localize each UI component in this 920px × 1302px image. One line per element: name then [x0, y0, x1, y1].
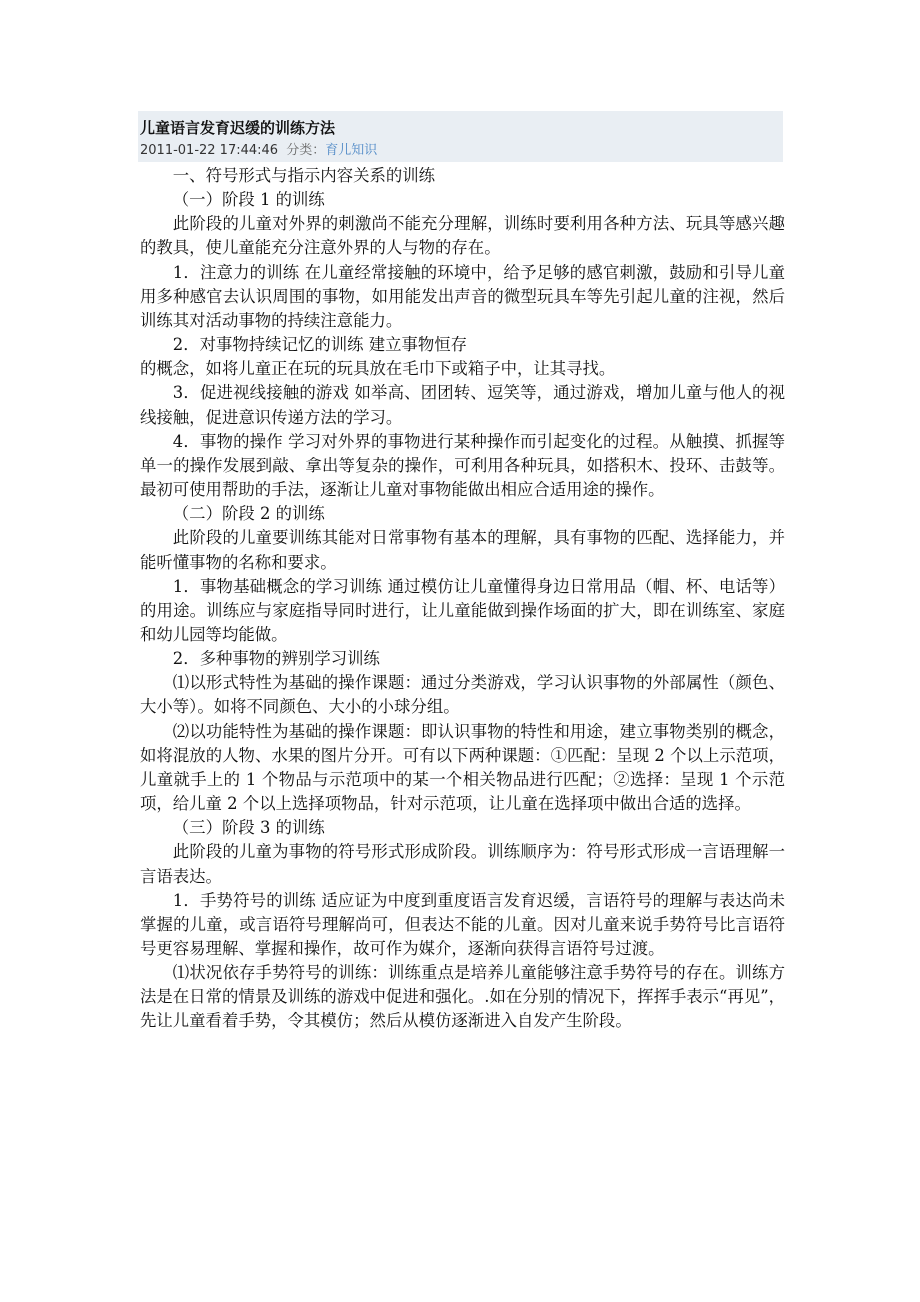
- paragraph: 的概念，如将儿童正在玩的玩具放在毛巾下或箱子中，让其寻找。: [140, 359, 616, 379]
- stage-heading: （三）阶段 3 的训练: [172, 818, 325, 838]
- paragraph: 此阶段的儿童对外界的刺激尚不能充分理解，训练时要利用各种方法、玩具等感兴趣的教具，使儿童能充分注意外界的人与物的存在。: [140, 214, 785, 258]
- article-header: [138, 111, 783, 162]
- paragraph: ⑴状况依存手势符号的训练：训练重点是培养儿童能够注意手势符号的存在。训练方法是在日常的情景及训练的游戏中促进和强化。.如在分别的情况下，挥挥手表示“再见”，先让儿童看着手势，令其模仿；然后从模仿逐渐进入自发产生阶段。: [140, 963, 785, 1031]
- paragraph: 3．促进视线接触的游戏 如举高、团团转、逗笑等，通过游戏，增加儿童与他人的视线接触，促进意识传递方法的学习。: [140, 383, 785, 427]
- section-heading: 一、符号形式与指示内容关系的训练: [172, 166, 436, 185]
- paragraph: 2．对事物持续记忆的训练 建立事物恒存: [172, 335, 468, 355]
- article-datetime: 2011-01-22 17:44:46: [140, 143, 279, 158]
- category-label: 分类：: [286, 143, 326, 158]
- paragraph: 1．事物基础概念的学习训练 通过模仿让儿童懂得身边日常用品（帽、杯、电话等）的用途。训练应与家庭指导同时进行，让儿童能做到操作场面的扩大，即在训练室、家庭和幼儿园等均能做。: [140, 576, 785, 644]
- paragraph: 4．事物的操作 学习对外界的事物进行某种操作而引起变化的过程。从触摸、抓握等单一的操作发展到敲、拿出等复杂的操作，可利用各种玩具，如搭积木、投环、击鼓等。最初可使用帮助的手法，逐渐让儿童对事物能做出相应合适用途的操作。: [140, 431, 785, 500]
- paragraph: 1．注意力的训练 在儿童经常接触的环境中，给予足够的感官刺激，鼓励和引导儿童用多种感官去认识周围的事物，如用能发出声音的微型玩具车等先引起儿童的注视，然后训练其对活动事物的持续注意能力。: [140, 262, 785, 330]
- stage-heading: （一）阶段 1 的训练: [172, 190, 325, 210]
- paragraph: 此阶段的儿童为事物的符号形式形成阶段。训练顺序为：符号形式形成一言语理解一言语表达。: [140, 842, 785, 886]
- paragraph: 2．多种事物的辨别学习训练: [172, 649, 380, 669]
- paragraph: 1．手势符号的训练 适应证为中度到重度语言发育迟缓，言语符号的理解与表达尚未掌握的儿童，或言语符号理解尚可，但表达不能的儿童。因对儿童来说手势符号比言语符号更容易理解、掌握和操作，故可作为媒介，逐渐向获得言语符号过渡。: [140, 890, 785, 958]
- category-link[interactable]: 育儿知识: [325, 143, 378, 158]
- article-meta: [138, 140, 783, 162]
- article-title: 儿童语言发育迟缓的训练方法: [140, 119, 336, 137]
- paragraph: ⑴以形式特性为基础的操作课题：通过分类游戏，学习认识事物的外部属性（颜色、大小等）。如将不同颜色、大小的小球分组。: [140, 673, 785, 717]
- stage-heading: （二）阶段 2 的训练: [172, 504, 325, 524]
- paragraph: ⑵以功能特性为基础的操作课题：即认识事物的特性和用途，建立事物类别的概念，如将混放的人物、水果的图片分开。可有以下两种课题：①匹配：呈现 2 个以上示范项，儿童就手上的 1 个物品与示范项中的某一个相关物品进行匹配；②选择：呈现 1 个示范项，给儿童 2 个以上选择项物品，针对示范项，让儿童在选择项中做出合适的选择。: [140, 721, 785, 814]
- article-body: [140, 164, 785, 1034]
- paragraph: 此阶段的儿童要训练其能对日常事物有基本的理解，具有事物的匹配、选择能力，并能听懂事物的名称和要求。: [140, 528, 785, 572]
